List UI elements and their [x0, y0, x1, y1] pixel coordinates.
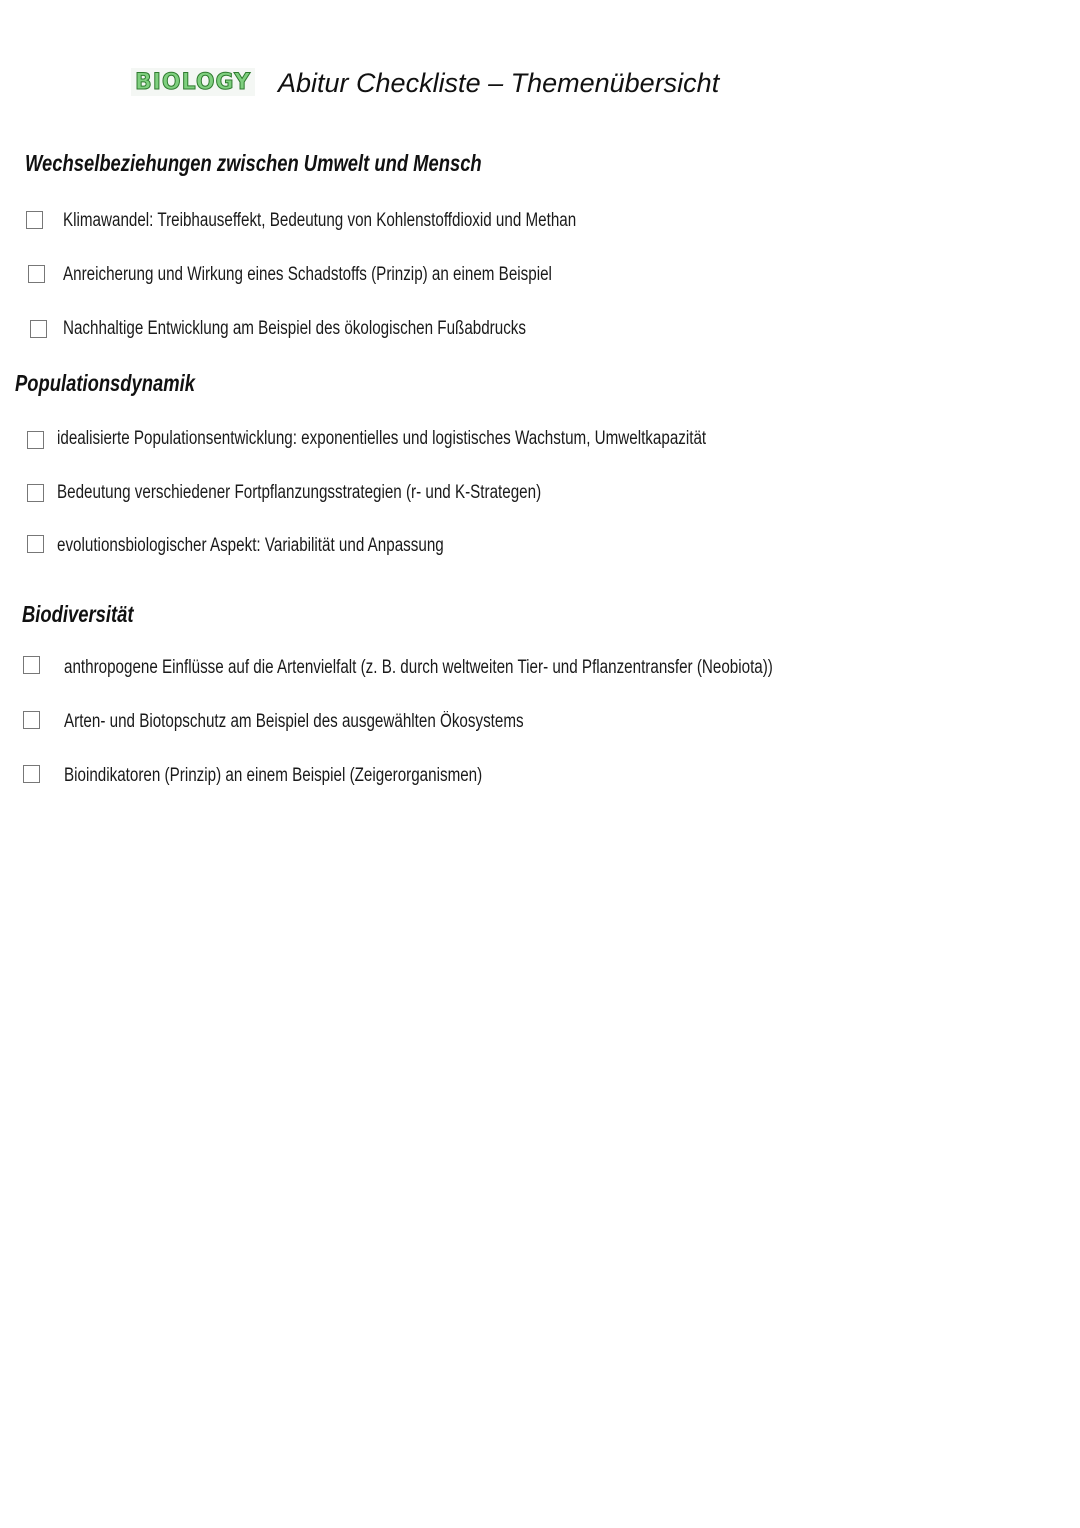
- checkbox[interactable]: [26, 211, 43, 229]
- checklist-item: anthropogene Einflüsse auf die Artenvielfalt (z. B. durch weltweiten Tier- und Pflanzentransfer (Neobiota)): [64, 657, 773, 678]
- checkbox[interactable]: [28, 265, 45, 283]
- checkbox[interactable]: [27, 431, 44, 449]
- checklist-item: idealisierte Populationsentwicklung: exponentielles und logistisches Wachstum, Umweltkapazität: [57, 428, 707, 449]
- checklist-item: Bioindikatoren (Prinzip) an einem Beispiel (Zeigerorganismen): [64, 765, 483, 786]
- checkbox[interactable]: [23, 765, 40, 783]
- section-heading: Biodiversität: [22, 601, 134, 627]
- biology-logo: BIOLOGY: [131, 68, 255, 96]
- checkbox[interactable]: [23, 656, 40, 674]
- section-heading: Wechselbeziehungen zwischen Umwelt und Mensch: [25, 150, 482, 176]
- checklist-item: Klimawandel: Treibhauseffekt, Bedeutung von Kohlenstoffdioxid und Methan: [63, 210, 577, 231]
- section-heading: Populationsdynamik: [15, 370, 195, 396]
- checkbox[interactable]: [27, 535, 44, 553]
- page-title: Abitur Checkliste – Themenübersicht: [278, 68, 720, 98]
- checkbox[interactable]: [27, 484, 44, 502]
- checklist-item: evolutionsbiologischer Aspekt: Variabilität und Anpassung: [57, 535, 444, 556]
- checkbox[interactable]: [23, 711, 40, 729]
- checklist-item: Anreicherung und Wirkung eines Schadstoffs (Prinzip) an einem Beispiel: [63, 264, 552, 285]
- checklist-item: Bedeutung verschiedener Fortpflanzungsstrategien (r- und K-Strategen): [57, 482, 542, 503]
- checklist-item: Nachhaltige Entwicklung am Beispiel des ökologischen Fußabdrucks: [63, 318, 526, 339]
- checkbox[interactable]: [30, 320, 47, 338]
- checklist-item: Arten- und Biotopschutz am Beispiel des ausgewählten Ökosystems: [64, 711, 524, 732]
